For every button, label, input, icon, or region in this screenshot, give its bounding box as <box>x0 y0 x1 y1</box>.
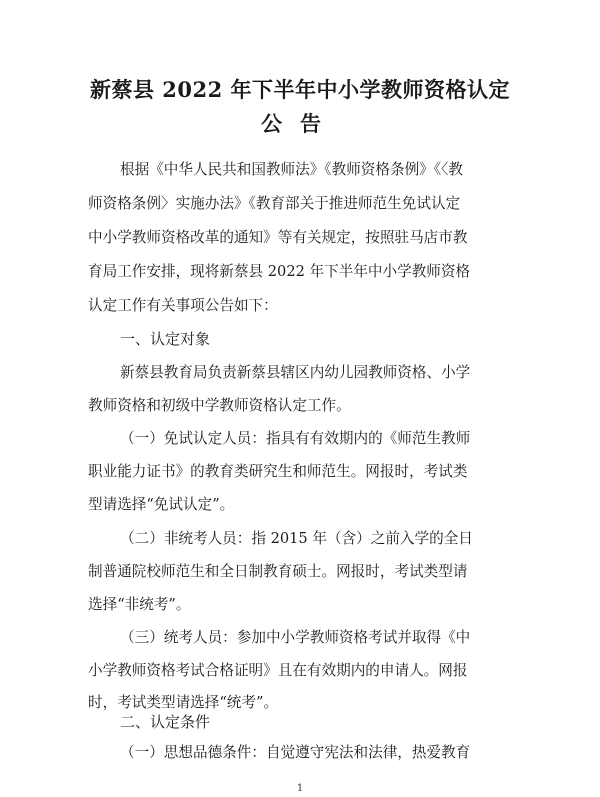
text-line: 中小学教师资格改革的通知》等有关规定，按照驻马店市教 <box>88 229 468 246</box>
text-line: 型请选择“免试认定”。 <box>88 496 235 513</box>
document-title: 新蔡县 2022 年下半年中小学教师资格认定 <box>89 77 511 102</box>
text-line: 师资格条例〉实施办法》《教育部关于推进师范生免试认定 <box>88 195 461 212</box>
text-line: 制普通院校师范生和全日制教育硕士。网报时，考试类型请 <box>88 563 468 580</box>
text-line: （一）思想品德条件：自觉遵守宪法和法律，热爱教育 <box>120 744 471 761</box>
text-line: （三）统考人员：参加中小学教师资格考试并取得《中 <box>120 629 471 646</box>
section-heading: 一、认定对象 <box>120 330 211 348</box>
text-line: 根据《中华人民共和国教师法》《教师资格条例》《〈教 <box>120 161 463 178</box>
text-line: 育局工作安排，现将新蔡县 2022 年下半年中小学教师资格 <box>88 263 471 280</box>
text-line: 时，考试类型请选择“统考”。 <box>88 694 279 711</box>
text-line: 认定工作有关事项公告如下： <box>88 297 278 314</box>
text-line: 选择“非统考”。 <box>88 596 191 613</box>
section-heading: 二、认定条件 <box>120 713 211 731</box>
text-line: （二）非统考人员：指 2015 年（含）之前入学的全日 <box>120 530 473 547</box>
text-line: （一）免试认定人员：指具有有效期内的《师范生教师 <box>120 430 471 447</box>
text-line: 教师资格和初级中学教师资格认定工作。 <box>88 397 351 414</box>
document-subtitle: 公告 <box>261 111 339 136</box>
text-line: 职业能力证书》的教育类研究生和师范生。网报时，考试类 <box>88 463 468 480</box>
text-line: 小学教师资格考试合格证明》且在有效期内的申请人。网报 <box>88 662 468 679</box>
page-number: 1 <box>296 783 304 794</box>
text-line: 新蔡县教育局负责新蔡县辖区内幼儿园教师资格、小学 <box>120 364 471 381</box>
